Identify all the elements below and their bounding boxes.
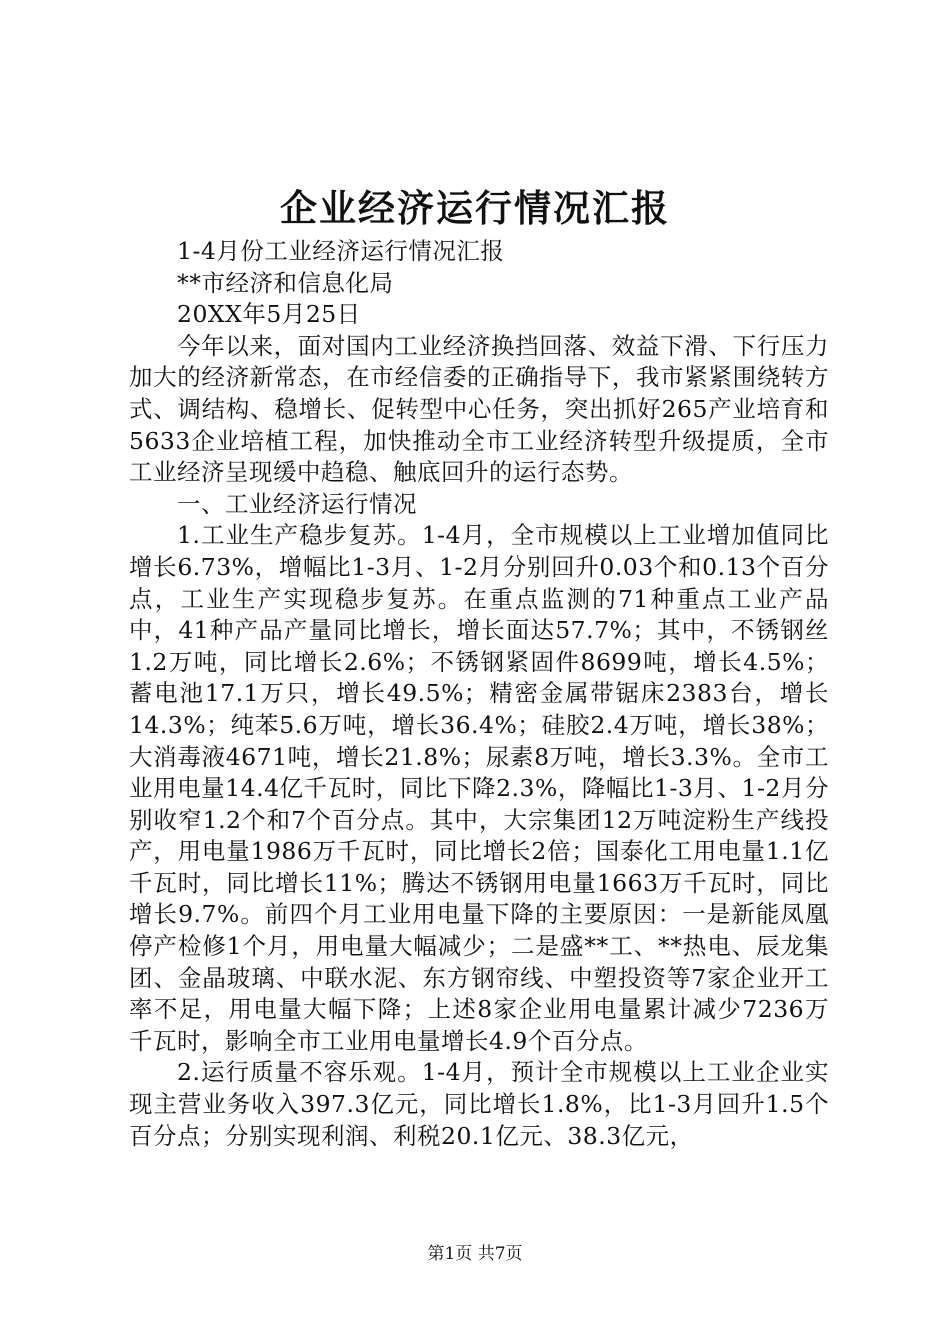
paragraph-quality: 2.运行质量不容乐观。1-4月，预计全市规模以上工业企业实现主营业务收入397.3亿元，同比增长1.8%，比1-3月回升1.5个百分点；分别实现利润、利税20.1亿元、38.3亿元， <box>129 1058 829 1150</box>
section-heading: 一、工业经济运行情况 <box>177 489 417 518</box>
report-date: 20XX年5月25日 <box>177 300 361 329</box>
document-title: 企业经济运行情况汇报 <box>280 186 670 230</box>
page-footer: 第1页 共7页 <box>427 1244 523 1264</box>
document-body <box>129 236 829 1152</box>
report-issuer: **市经济和信息化局 <box>177 268 394 297</box>
intro-paragraph: 今年以来，面对国内工业经济换挡回落、效益下滑、下行压力加大的经济新常态，在市经信委的正确指导下，我市紧紧围绕转方式、调结构、稳增长、促转型中心任务，突出抓好265产业培育和5633企业培植工程，加快推动全市工业经济转型升级提质，全市工业经济呈现缓中趋稳、触底回升的运行态势。 <box>129 331 829 487</box>
paragraph-production: 1.工业生产稳步复苏。1-4月，全市规模以上工业增加值同比增长6.73%，增幅比1-3月、1-2月分别回升0.03个和0.13个百分点，工业生产实现稳步复苏。在重点监测的71种重点工业产品中，41种产品产量同比增长，增长面达57.7%；其中，不锈钢丝1.2万吨，同比增长2.6%；不锈钢紧固件8699吨，增长4.5%；蓄电池17.1万只，增长49.5%；精密金属带锯床2383台，增长14.3%；纯苯5.6万吨，增长36.4%；硅胶2.4万吨，增长38%；大消毒液4671吨，增长21.8%；尿素8万吨，增长3.3%。全市工业用电量14.4亿千瓦时，同比下降2.3%，降幅比1-3月、1-2月分别收窄1.2个和7个百分点。其中，大宗集团12万吨淀粉生产线投产，用电量1986万千瓦时，同比增长2倍；国泰化工用电量1.1亿千瓦时，同比增长11%；腾达不锈钢用电量1663万千瓦时，同比增长9.7%。前四个月工业用电量下降的主要原因：一是新能凤凰停产检修1个月，用电量大幅减少；二是盛**工、**热电、辰龙集团、金晶玻璃、中联水泥、东方钢帘线、中塑投资等7家企业开工率不足，用电量大幅下降；上述8家企业用电量累计减少7236万千瓦时，影响全市工业用电量增长4.9个百分点。 <box>129 521 829 1055</box>
report-subtitle: 1-4月份工业经济运行情况汇报 <box>177 237 505 265</box>
